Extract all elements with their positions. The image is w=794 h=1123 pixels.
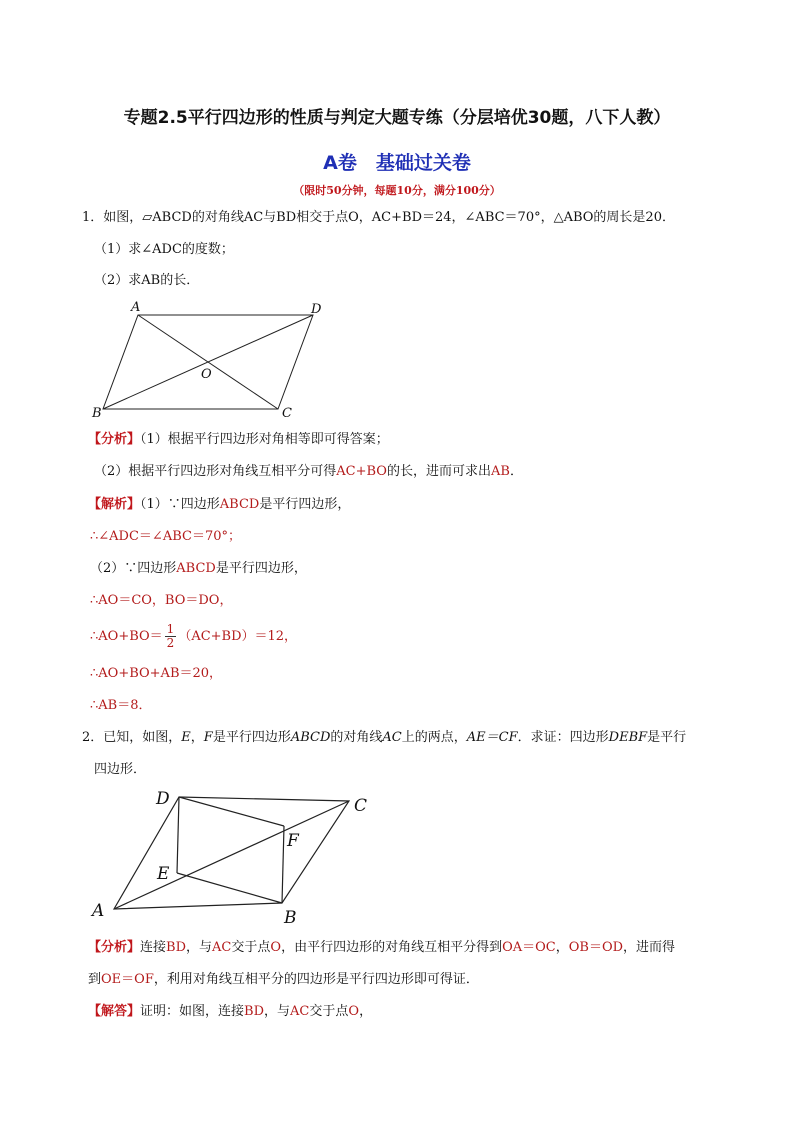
q2-analysis-1: 【分析】连接BD，与AC交于点O，由平行四边形的对角线互相平分得到OA＝OC，OB＝OD，进而得: [88, 940, 676, 955]
q1-part1: （1）求∠ADC的度数；: [94, 242, 234, 257]
proof-tag: 【解答】: [88, 1004, 141, 1019]
q2-label-c: C: [354, 796, 368, 816]
time-limit-note: （限时50分钟，每题10分，满分100分）: [293, 184, 501, 197]
analysis-tag: 【分析】: [88, 432, 141, 447]
q2-label-f: F: [287, 831, 299, 851]
document-title: 专题2.5平行四边形的性质与判定大题专练（分层培优30题，八下人教）: [123, 108, 671, 128]
q2-proof-1: 【解答】证明：如图，连接BD，与AC交于点O，: [88, 1004, 373, 1019]
q1-analysis-2: （2）根据平行四边形对角线互相平分可得AC+BO的长，进而可求出AB．: [94, 464, 523, 479]
analysis-tag: 【分析】: [88, 940, 141, 955]
q1-solution-4: ∴AO＝CO，BO＝DO，: [90, 593, 233, 608]
q1-label-c: C: [282, 406, 292, 421]
q2-stem-line1: 2．已知，如图，E，F是平行四边形ABCD的对角线AC上的两点，AE＝CF．求证：四边形DEBF是平行: [82, 730, 687, 745]
q2-label-e: E: [157, 864, 170, 884]
q1-figure: [88, 295, 338, 425]
fraction: $\frac{1}{2}$: [166, 622, 175, 650]
q1-label-b: B: [92, 406, 102, 421]
q1-part2: （2）求AB的长．: [94, 273, 200, 288]
q1-solution-6: ∴AO+BO+AB＝20，: [90, 666, 223, 681]
q1-solution-3: （2）∵四边形ABCD是平行四边形，: [90, 561, 307, 576]
q1-solution-1: 【解析】（1）∵四边形ABCD是平行四边形，: [88, 497, 351, 512]
q2-label-b: B: [284, 908, 297, 928]
q2-analysis-2: 到OE＝OF，利用对角线互相平分的四边形是平行四边形即可得证．: [88, 972, 479, 987]
q2-label-d: D: [156, 789, 170, 809]
q1-solution-5: ∴AO+BO＝ $\frac{1}{2}$ （AC+BD）＝12，: [90, 622, 298, 650]
q2-label-a: A: [92, 901, 105, 921]
q1-solution-7: ∴AB＝8．: [90, 698, 152, 713]
q1-label-o: O: [201, 367, 212, 382]
q2-figure: [84, 785, 384, 930]
section-heading: A卷 基础过关卷: [323, 152, 471, 174]
q1-analysis-1: [88, 432, 389, 448]
q1-solution-2: ∴∠ADC＝∠ABC＝70°；: [90, 529, 241, 544]
analysis-text: （1）根据平行四边形对角相等即可得答案；: [140, 432, 389, 447]
q1-label-a: A: [131, 300, 141, 315]
solution-tag: 【解析】: [88, 497, 141, 512]
q2-stem-line2: 四边形．: [94, 762, 147, 777]
q1-stem: 1．如图，▱ABCD的对角线AC与BD相交于点O，AC+BD＝24，∠ABC＝70°，△ABO的周长是20．: [82, 210, 675, 225]
q1-label-d: D: [311, 302, 322, 317]
